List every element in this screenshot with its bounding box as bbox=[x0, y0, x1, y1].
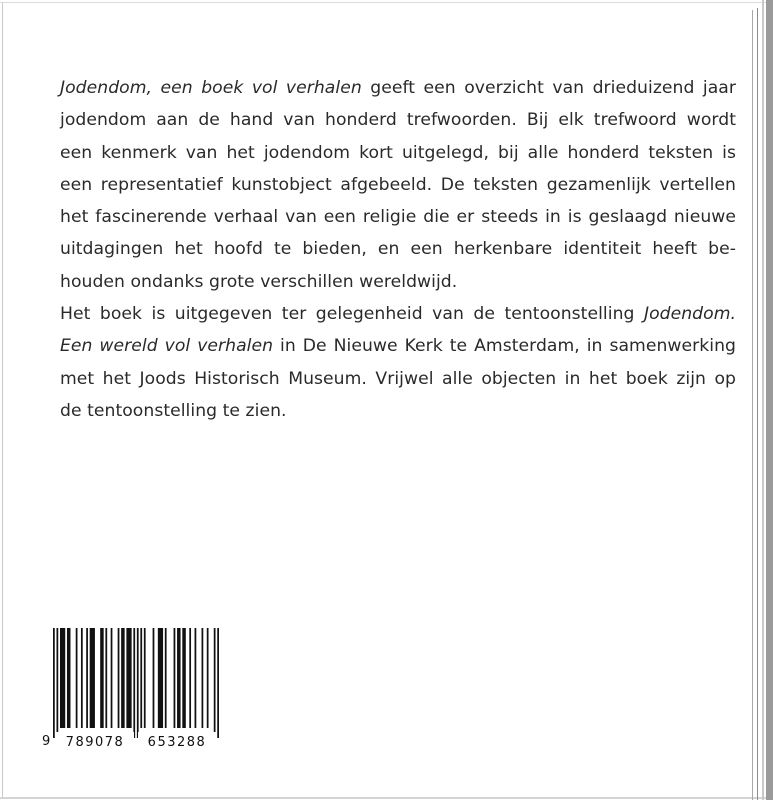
blurb-line: een kenmerk van het jodendom kort uitgelegd, bij alle honderd teksten is bbox=[60, 142, 736, 163]
scan-frame-top bbox=[0, 2, 773, 3]
barcode-guard-bar bbox=[137, 628, 139, 738]
blurb-line: met het Joods Historisch Museum. Vrijwel alle objecten in het boek zijn op bbox=[60, 368, 736, 389]
blurb-text: geeft een overzicht van drieduizend jaar bbox=[361, 78, 737, 98]
barcode-bar bbox=[153, 628, 155, 728]
barcode-left-digits: 789078 bbox=[56, 732, 134, 754]
barcode-bar bbox=[174, 628, 176, 728]
barcode-guard-bar bbox=[217, 628, 219, 738]
barcode-guard-bar bbox=[56, 628, 58, 738]
barcode-guard-bar bbox=[133, 628, 135, 738]
blurb-line: een representatief kunstobject afgebeeld. De teksten gezamenlijk vertellen bbox=[60, 174, 736, 195]
book-title-italic: Jodendom, een boek vol verhalen bbox=[60, 78, 362, 98]
blurb-line bbox=[60, 330, 736, 362]
barcode-bar bbox=[144, 628, 146, 728]
barcode-bar bbox=[100, 628, 103, 728]
blurb-line: de tentoonstelling te zien. bbox=[60, 400, 287, 421]
barcode-guard-bar bbox=[53, 628, 55, 738]
exhibition-title-italic: Jodendom. bbox=[643, 304, 736, 325]
back-cover-blurb bbox=[60, 72, 736, 427]
barcode-first-digit: 9 bbox=[42, 734, 51, 749]
barcode-bar bbox=[158, 628, 163, 728]
blurb-line: houden ondanks grote verschillen wereldwijd. bbox=[60, 271, 458, 292]
barcode-guard-bar bbox=[214, 628, 216, 738]
barcode-bar bbox=[195, 628, 197, 728]
blurb-line: uitdagingen het hoofd te bieden, en een herkenbare identiteit heeft be- bbox=[60, 239, 736, 260]
barcode-bar bbox=[86, 628, 88, 728]
barcode-bar bbox=[67, 628, 70, 728]
barcode-bars bbox=[42, 628, 220, 738]
barcode-bar bbox=[121, 628, 124, 728]
barcode-digits bbox=[42, 732, 220, 762]
blurb-line: het fascinerende verhaal van een religie die er steeds in is geslaagd nieuwe bbox=[60, 207, 736, 228]
blurb-line: jodendom aan de hand van honderd trefwoorden. Bij elk trefwoord wordt bbox=[60, 110, 736, 131]
barcode-bar bbox=[118, 628, 120, 728]
book-edge-line bbox=[752, 10, 753, 800]
barcode-bar bbox=[90, 628, 95, 728]
barcode-bar bbox=[105, 628, 107, 728]
book-edge-line bbox=[757, 8, 758, 800]
barcode-bar bbox=[165, 628, 167, 728]
isbn-barcode bbox=[42, 628, 220, 768]
blurb-text: Het boek is uitgegeven ter gelegenheid van de tentoonstelling bbox=[60, 304, 644, 325]
barcode-bar bbox=[202, 628, 204, 728]
barcode-bar bbox=[60, 628, 65, 728]
barcode-bar bbox=[81, 628, 83, 728]
blurb-text: in De Nieuwe Kerk te Amsterdam, in samenwerking bbox=[273, 336, 736, 357]
barcode-bar bbox=[140, 628, 142, 728]
scan-frame-left bbox=[2, 2, 3, 798]
barcode-bar bbox=[126, 628, 131, 728]
barcode-bar bbox=[76, 628, 78, 728]
barcode-bar bbox=[189, 628, 191, 728]
barcode-bar bbox=[111, 628, 113, 728]
book-edge-line bbox=[762, 0, 764, 800]
barcode-right-digits: 653288 bbox=[138, 732, 216, 754]
blurb-line bbox=[60, 72, 736, 104]
barcode-bar bbox=[177, 628, 180, 728]
blurb-line bbox=[60, 298, 736, 330]
barcode-bar bbox=[182, 628, 185, 728]
exhibition-title-italic: Een wereld vol verhalen bbox=[60, 336, 274, 357]
book-spine-edge bbox=[766, 0, 773, 800]
barcode-bar bbox=[207, 628, 209, 728]
scan-frame-bottom bbox=[0, 797, 773, 799]
